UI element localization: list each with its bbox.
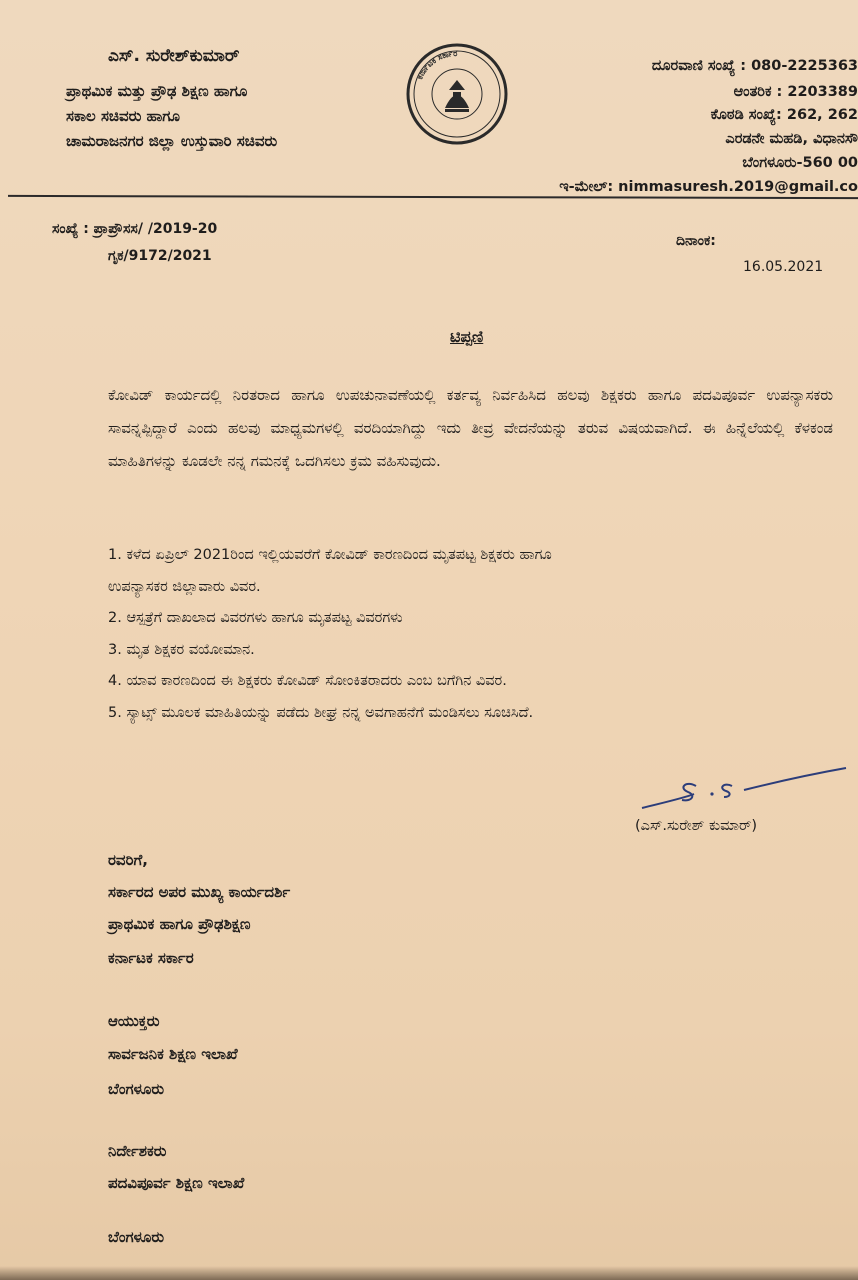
header-divider — [8, 195, 858, 199]
designation-line: ಚಾಮರಾಜನಗರ ಜಿಲ್ಲಾ ಉಸ್ತುವಾರಿ ಸಚಿವರು — [66, 132, 278, 150]
signatory-name: (ಎಸ್.ಸುರೇಶ್ ಕುಮಾರ್) — [635, 818, 758, 834]
addressee-line: ಬೆಂಗಳೂರು — [108, 1228, 165, 1246]
list-item: 2. ಆಸ್ಪತ್ರೆಗೆ ದಾಖಲಾದ ವಿವರಗಳು ಹಾಗೂ ಮೃತಪಟ್ಟ ವಿವರಗಳು — [108, 610, 403, 626]
body-paragraph: ಕೋವಿಡ್ ಕಾರ್ಯದಲ್ಲಿ ನಿರತರಾದ ಹಾಗೂ ಉಪಚುನಾವಣೆಯಲ್ಲಿ ಕರ್ತವ್ಯ ನಿರ್ವಹಿಸಿದ ಹಲವು ಶಿಕ್ಷಕರು ಹಾಗೂ ಪದವಿಪೂರ್ವ ಉಪನ್ಯಾಸಕರು ಸಾವನ್ನಪ್ಪಿದ್ದಾರೆ ಎಂದು ಹಲವು ಮಾಧ್ಯಮಗಳಲ್ಲಿ ವರದಿಯಾಗಿದ್ದು ಇದು ತೀವ್ರ ವೇದನೆಯನ್ನು ತರುವ ವಿಷಯವಾಗಿದೆ. ಈ ಹಿನ್ನೆಲೆಯಲ್ಲಿ ಕೆಳಕಂಡ ಮಾಹಿತಿಗಳನ್ನು ಕೂಡಲೇ ನನ್ನ ಗಮನಕ್ಕೆ ಒದಗಿಸಲು ಕ್ರಮ ವಹಿಸುವುದು. — [108, 386, 833, 470]
file-number: ಗೃಕ/9172/2021 — [108, 248, 212, 264]
emblem-text: ಕರ್ನಾಟಕ ಸರ್ಕಾರ — [415, 48, 458, 81]
list-item: 1. ಕಳೆದ ಏಪ್ರಿಲ್ 2021ರಿಂದ ಇಲ್ಲಿಯವರೆಗೆ ಕೋವಿಡ್ ಕಾರಣದಿಂದ ಮೃತಪಟ್ಟ ಶಿಕ್ಷಕರು ಹಾಗೂ — [108, 547, 552, 563]
floor-address: ಎರಡನೇ ಮಹಡಿ, ವಿಧಾನಸೌ — [725, 131, 858, 147]
addressee-line: ನಿರ್ದೇಶಕರು — [108, 1142, 167, 1160]
internal-number: ಆಂತರಿಕ : 2203389 — [733, 84, 858, 100]
addressee-line: ಕರ್ನಾಟಕ ಸರ್ಕಾರ — [108, 949, 194, 967]
list-item: ಉಪನ್ಯಾಸಕರ ಜಿಲ್ಲಾವಾರು ವಿವರ. — [108, 578, 261, 595]
addressee-label: ರವರಿಗೆ, — [108, 851, 148, 869]
date-value: 16.05.2021 — [743, 259, 824, 275]
note-title: ಟಿಪ್ಪಣಿ — [450, 327, 484, 346]
designation-line: ಪ್ರಾಥಮಿಕ ಮತ್ತು ಪ್ರೌಢ ಶಿಕ್ಷಣ ಹಾಗೂ — [66, 82, 248, 100]
email-address: ಇ-ಮೇಲ್: nimmasuresh.2019@gmail.co — [559, 179, 858, 195]
date-label: ದಿನಾಂಕ: — [676, 233, 716, 249]
designation-line: ಸಕಾಲ ಸಚಿವರು ಹಾಗೂ — [66, 107, 180, 125]
addressee-line: ಸಾರ್ವಜನಿಕ ಶಿಕ್ಷಣ ಇಲಾಖೆ — [108, 1045, 238, 1063]
room-number: ಕೊಠಡಿ ಸಂಖ್ಯೆ: 262, 262 — [710, 107, 858, 123]
addressee-line: ಪ್ರಾಥಮಿಕ ಹಾಗೂ ಪ್ರೌಢಶಿಕ್ಷಣ — [108, 915, 251, 933]
addressee-line: ಆಯುಕ್ತರು — [108, 1012, 160, 1030]
request-list — [108, 540, 838, 729]
addressee-line: ಪದವಿಪೂರ್ವ ಶಿಕ್ಷಣ ಇಲಾಖೆ — [108, 1174, 245, 1192]
list-item: 4. ಯಾವ ಕಾರಣದಿಂದ ಈ ಶಿಕ್ಷಕರು ಕೋವಿಡ್ ಸೋಂಕಿತರಾದರು ಎಂಬ ಬಗೆಗಿನ ವಿವರ. — [108, 673, 507, 689]
page-shadow — [0, 1266, 858, 1280]
government-emblem — [405, 42, 509, 146]
city-pincode: ಬೆಂಗಳೂರು-560 00 — [742, 155, 858, 171]
phone-number: ದೂರವಾಣಿ ಸಂಖ್ಯೆ : 080-2225363 — [651, 58, 858, 74]
handwritten-signature — [636, 764, 848, 814]
list-item: 3. ಮೃತ ಶಿಕ್ಷಕರ ವಯೋಮಾನ. — [108, 641, 255, 658]
list-item: 5. ಸ್ಯಾಟ್ಸ್ ಮೂಲಕ ಮಾಹಿತಿಯನ್ನು ಪಡೆದು ಶೀಘ್ರ ನನ್ನ ಅವಗಾಹನೆಗೆ ಮಂಡಿಸಲು ಸೂಚಿಸಿದೆ. — [108, 704, 534, 721]
addressee-line: ಬೆಂಗಳೂರು — [108, 1080, 165, 1098]
addressee-line: ಸರ್ಕಾರದ ಅಪರ ಮುಖ್ಯ ಕಾರ್ಯದರ್ಶಿ — [108, 883, 291, 901]
svg-text:ಕರ್ನಾಟಕ ಸರ್ಕಾರ — [415, 49, 458, 81]
reference-number: ಸಂಖ್ಯೆ : ಪ್ರಾಪ್ರೌಸಸ/ /2019-20 — [52, 221, 218, 237]
minister-name: ಎಸ್. ಸುರೇಶ್‌ಕುಮಾರ್ — [108, 46, 240, 66]
